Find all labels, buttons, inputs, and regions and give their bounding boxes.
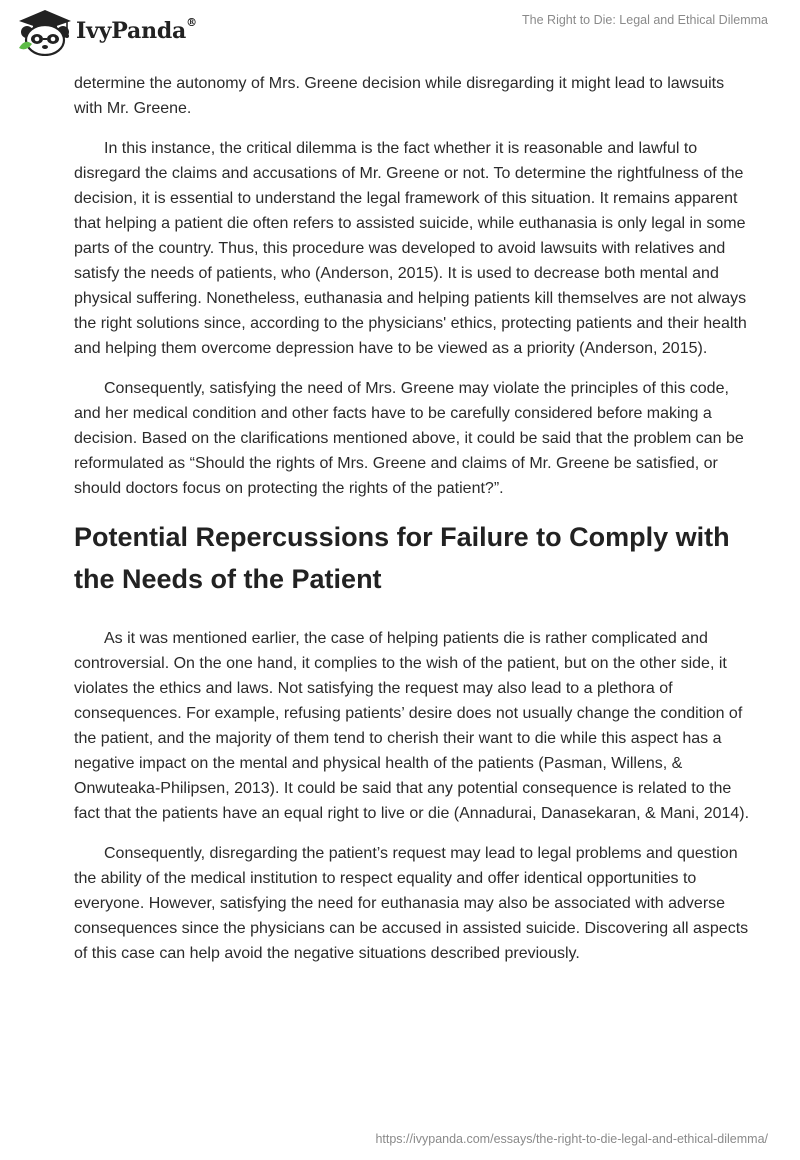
- essay-body: [74, 71, 754, 981]
- section-heading: Potential Repercussions for Failure to Comply with the Needs of the Patient: [74, 522, 730, 594]
- document-title: The Right to Die: Legal and Ethical Dilemma: [522, 13, 768, 27]
- paragraph-4: As it was mentioned earlier, the case of helping patients die is rather complicated and controversial. On the one hand, it complies to the wish of the patient, but on the other side, it violates the ethics and laws. Not satisfying the request may also lead to a plethora of consequences. For example, refusing patients’ desire does not usually change the condition of the patient, and the majority of them tend to cherish their want to die while this aspect has a negative impact on the mental and physical health of the patients (Pasman, Willens, & Onwuteaka-Philipsen, 2013). It could be said that any potential consequence is related to the fact that the patients have an equal right to live or die (Annadurai, Danasekaran, & Mani, 2014).: [74, 630, 750, 822]
- paragraph-3: Consequently, satisfying the need of Mrs. Greene may violate the principles of this code, and her medical condition and other facts have to be carefully considered before making a decision. Based on the clarifications mentioned above, it could be said that the problem can be reformulated as “Should the rights of Mrs. Greene and claims of Mr. Greene be satisfied, or should doctors focus on protecting the rights of the patient?”.: [74, 380, 744, 497]
- paragraph-5: Consequently, disregarding the patient’s request may lead to legal problems and question the ability of the medical institution to respect equality and offer identical opportunities to everyone. However, satisfying the need for euthanasia may also be associated with adverse consequences since the physicians can be accused in assisted suicide. Discovering all aspects of this case can help avoid the negative situations described previously.: [74, 845, 749, 962]
- registered-mark: ®: [186, 16, 197, 29]
- source-url[interactable]: https://ivypanda.com/essays/the-right-to-die-legal-and-ethical-dilemma/: [375, 1132, 768, 1146]
- panda-graduate-icon: [16, 8, 74, 56]
- paragraph-1: determine the autonomy of Mrs. Greene decision while disregarding it might lead to lawsuits with Mr. Greene.: [74, 75, 725, 117]
- paragraph-2: In this instance, the critical dilemma is the fact whether it is reasonable and lawful to disregard the claims and accusations of Mr. Greene or not. To determine the rightfulness of the decision, it is essential to understand the legal framework of this situation. It remains apparent that helping a patient die often refers to assisted suicide, while euthanasia is only legal in some parts of the country. Thus, this procedure was developed to avoid lawsuits with relatives and satisfy the needs of patients, who (Anderson, 2015). It is used to decrease both mental and physical suffering. Nonetheless, euthanasia and helping patients kill themselves are not always the right solutions since, according to the physicians' ethics, protecting patients and their health and helping them overcome depression have to be viewed as a priority (Anderson, 2015).: [74, 140, 747, 357]
- ivypanda-logo[interactable]: [16, 8, 206, 58]
- page-header: [0, 0, 800, 72]
- logo-wordmark: IvyPanda®: [76, 16, 197, 44]
